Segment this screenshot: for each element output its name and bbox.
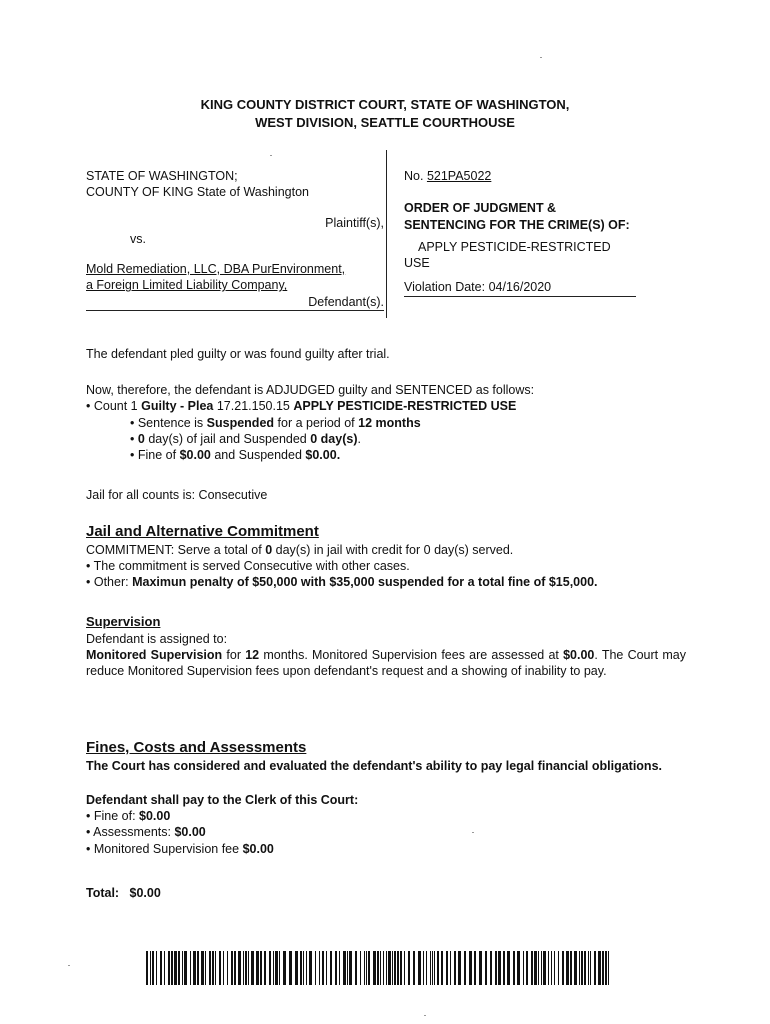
jail-all-counts: Jail for all counts is: Consecutive <box>86 488 268 502</box>
barcode-bar <box>377 951 379 985</box>
barcode-bar <box>584 951 586 985</box>
barcode-bar <box>590 951 591 985</box>
barcode-bar <box>469 951 472 985</box>
order-title-line-2: SENTENCING FOR THE CRIME(S) OF: <box>404 217 630 232</box>
adjudged-statement: Now, therefore, the defendant is ADJUDGED guilty and SENTENCED as follows: <box>86 383 535 397</box>
jail-commitment-section <box>86 522 686 590</box>
supervision-title: Supervision <box>86 614 161 629</box>
total-label: Total: <box>86 885 120 900</box>
plaintiff-name-line-1: STATE OF WASHINGTON; <box>86 169 238 183</box>
count-plea: Guilty - Plea <box>141 399 214 414</box>
jail-text: day(s) of jail and Suspended <box>148 431 307 446</box>
barcode-bar <box>251 951 254 985</box>
assessments-value: $0.00 <box>174 825 206 840</box>
supervision-months-text: months. Monitored Supervision fees are assessed at <box>263 648 559 663</box>
assessments-label: • Assessments: <box>86 825 171 840</box>
barcode-bar <box>397 951 399 985</box>
fines-title: Fines, Costs and Assessments <box>86 739 307 756</box>
supervision-reduce-text: . The Court may reduce Monitored Supervision fees upon defendant's request and a showing of inability to pay. <box>86 648 686 679</box>
barcode-bar <box>322 951 324 985</box>
barcode-bar <box>413 951 415 985</box>
supervision-section <box>86 614 686 680</box>
defendant-name-line-2: a Foreign Limited Liability Company, <box>86 278 288 293</box>
scan-speck <box>424 1015 426 1016</box>
barcode-bar <box>150 951 151 985</box>
barcode-bar <box>343 951 346 985</box>
barcode-bar <box>349 951 352 985</box>
barcode-bar <box>245 951 247 985</box>
barcode-bar <box>423 951 424 985</box>
barcode-bar <box>517 951 520 985</box>
barcode-bar <box>178 951 180 985</box>
barcode-bar <box>309 951 312 985</box>
barcode-bar <box>146 951 148 985</box>
case-info-block <box>404 168 694 297</box>
barcode-bar <box>227 951 228 985</box>
commitment-credit: 0 <box>423 542 431 557</box>
barcode-bar <box>554 951 555 985</box>
barcode-bar <box>598 951 601 985</box>
barcode-bar <box>205 951 206 985</box>
scan-speck <box>540 57 542 58</box>
barcode-bar <box>458 951 461 985</box>
barcode-bar <box>538 951 539 985</box>
crime-line-1: APPLY PESTICIDE-RESTRICTED <box>418 239 611 254</box>
case-number-prefix: No. <box>404 169 424 183</box>
court-header <box>0 96 770 132</box>
barcode-bar <box>335 951 337 985</box>
barcode-bar <box>360 951 361 985</box>
plaintiff-label: Plaintiff(s), <box>325 215 384 230</box>
barcode-bar <box>248 951 249 985</box>
fine-suspended: $0.00 <box>305 448 337 462</box>
count-prefix: • Count 1 <box>86 399 138 414</box>
barcode-bar <box>373 951 376 985</box>
barcode-bar <box>201 951 204 985</box>
barcode-bar <box>193 951 196 985</box>
barcode-bar <box>531 951 533 985</box>
barcode-bar <box>392 951 393 985</box>
barcode-bar <box>394 951 396 985</box>
barcode-bar <box>184 951 187 985</box>
barcode-bar <box>243 951 244 985</box>
barcode-bar <box>273 951 274 985</box>
case-number-line <box>404 168 694 184</box>
fines-section <box>86 738 686 901</box>
jail-days: 0 <box>137 431 145 446</box>
barcode-bar <box>602 951 604 985</box>
barcode-bar <box>566 951 569 985</box>
barcode-bar <box>430 951 431 985</box>
commitment-mid: day(s) in jail with credit for <box>275 542 421 557</box>
commitment-suffix: day(s) served. <box>434 542 514 557</box>
barcode-bar <box>238 951 241 985</box>
commitment-line <box>86 542 686 558</box>
barcode-bar <box>608 951 609 985</box>
defendant-label: Defendant(s). <box>86 294 384 311</box>
barcode-bar <box>264 951 266 985</box>
barcode-bar <box>190 951 191 985</box>
barcode-bar <box>368 951 370 985</box>
barcode-bar <box>234 951 236 985</box>
court-header-line-1: KING COUNTY DISTRICT COURT, STATE OF WASHINGTON, <box>200 97 570 112</box>
barcode-bar <box>541 951 542 985</box>
sentencing-block <box>86 382 686 463</box>
barcode-bar <box>283 951 286 985</box>
barcode-bar <box>551 951 552 985</box>
assessments-line <box>86 824 686 840</box>
barcode-bar <box>295 951 298 985</box>
monitored-fee-value: $0.00 <box>242 841 274 856</box>
supervision-details <box>86 647 686 680</box>
barcode-bar <box>300 951 302 985</box>
barcode-bar <box>256 951 259 985</box>
fine-mid: and Suspended <box>214 448 302 462</box>
barcode-bar <box>479 951 482 985</box>
barcode-bar <box>260 951 262 985</box>
barcode-bar <box>450 951 451 985</box>
total-value: $0.00 <box>129 885 161 900</box>
barcode-bar <box>355 951 357 985</box>
barcode-bar <box>330 951 332 985</box>
count-line <box>86 398 686 414</box>
barcode-bar <box>231 951 233 985</box>
court-header-line-2: WEST DIVISION, SEATTLE COURTHOUSE <box>255 115 515 130</box>
barcode-bar <box>215 951 216 985</box>
barcode-bar <box>388 951 391 985</box>
barcode-bar <box>164 951 165 985</box>
barcode-bar <box>306 951 307 985</box>
caption-divider <box>386 150 387 318</box>
barcode-bar <box>574 951 577 985</box>
barcode-bar <box>269 951 271 985</box>
barcode-bar <box>513 951 515 985</box>
barcode-bar <box>347 951 348 985</box>
violation-date-label: Violation Date: <box>404 280 486 295</box>
barcode-bar <box>219 951 221 985</box>
barcode-bar <box>408 951 410 985</box>
plaintiff-name-line-2: COUNTY OF KING State of Washington <box>86 185 309 200</box>
barcode-bar <box>558 951 559 985</box>
barcode-bar <box>594 951 596 985</box>
supervision-type: Monitored Supervision <box>86 648 223 663</box>
barcode-bar <box>418 951 421 985</box>
sentence-period: 12 months <box>358 415 421 430</box>
barcode-bar <box>156 951 157 985</box>
barcode-bar <box>400 951 402 985</box>
barcode-bar <box>319 951 320 985</box>
commitment-prefix: COMMITMENT: Serve a total of <box>86 542 262 557</box>
barcode-bar <box>503 951 505 985</box>
barcode-bar <box>605 951 607 985</box>
barcode-bar <box>339 951 340 985</box>
barcode-bar <box>209 951 211 985</box>
barcode-bar <box>315 951 316 985</box>
barcode-bar <box>160 951 162 985</box>
barcode-bar <box>474 951 476 985</box>
jail-days-line: • 0 day(s) of jail and Suspended 0 day(s). <box>130 431 361 446</box>
document-barcode <box>146 951 614 985</box>
barcode-bar <box>543 951 546 985</box>
barcode-bar <box>490 951 492 985</box>
versus-label: vs. <box>130 231 146 246</box>
violation-date-line <box>404 279 636 296</box>
barcode-bar <box>223 951 224 985</box>
supervision-assigned: Defendant is assigned to: <box>86 631 228 646</box>
barcode-bar <box>197 951 199 985</box>
barcode-bar <box>404 951 405 985</box>
crime-line-2: USE <box>404 256 430 270</box>
barcode-bar <box>168 951 170 985</box>
barcode-bar <box>279 951 280 985</box>
barcode-bar <box>446 951 448 985</box>
pay-to-clerk: Defendant shall pay to the Clerk of this Court: <box>86 792 359 807</box>
supervision-for: for <box>226 648 241 663</box>
commitment-days: 0 <box>265 542 273 557</box>
barcode-bar <box>364 951 365 985</box>
barcode-bar <box>495 951 497 985</box>
plea-statement: The defendant pled guilty or was found guilty after trial. <box>86 347 390 361</box>
barcode-bar <box>432 951 433 985</box>
barcode-bar <box>383 951 384 985</box>
case-caption <box>86 150 686 320</box>
count-crime: APPLY PESTICIDE-RESTRICTED USE <box>293 399 517 414</box>
barcode-bar <box>581 951 583 985</box>
barcode-bar <box>426 951 427 985</box>
fine-line: • Fine of $0.00 and Suspended $0.00. <box>130 448 341 462</box>
barcode-bar <box>152 951 154 985</box>
count-statute: 17.21.150.15 <box>216 399 290 414</box>
barcode-bar <box>526 951 528 985</box>
fine-of-line <box>86 808 686 824</box>
barcode-bar <box>548 951 549 985</box>
sentence-status: Suspended <box>206 415 275 430</box>
barcode-bar <box>464 951 466 985</box>
barcode-bar <box>386 951 387 985</box>
barcode-bar <box>182 951 183 985</box>
barcode-bar <box>380 951 381 985</box>
fine-of-label: • Fine of: <box>86 809 136 823</box>
fine-prefix: • Fine of <box>130 448 177 462</box>
case-number: 521PA5022 <box>426 169 492 183</box>
barcode-bar <box>507 951 510 985</box>
barcode-bar <box>579 951 580 985</box>
supervision-period: 12 <box>245 648 260 663</box>
parties-block <box>86 168 384 311</box>
consecutive-line: • The commitment is served Consecutive with other cases. <box>86 558 410 573</box>
scan-speck <box>270 155 272 156</box>
jail-suspended: 0 day(s) <box>310 431 358 446</box>
barcode-bar <box>366 951 367 985</box>
barcode-bar <box>437 951 439 985</box>
barcode-bar <box>534 951 537 985</box>
barcode-bar <box>441 951 443 985</box>
barcode-bar <box>562 951 564 985</box>
scan-speck <box>472 832 474 833</box>
scan-speck <box>68 965 70 966</box>
monitored-fee-label: • Monitored Supervision fee <box>86 841 240 856</box>
barcode-bar <box>498 951 501 985</box>
fines-considered: The Court has considered and evaluated the defendant's ability to pay legal financial obligations. <box>86 758 662 773</box>
barcode-bar <box>326 951 327 985</box>
other-prefix: • Other: <box>86 575 129 589</box>
order-title-line-1: ORDER OF JUDGMENT & <box>404 201 557 216</box>
barcode-bar <box>523 951 524 985</box>
fine-of-value: $0.00 <box>139 809 171 823</box>
jail-bullet: • <box>130 431 135 446</box>
other-line <box>86 574 686 590</box>
barcode-bar <box>275 951 278 985</box>
total-line <box>86 885 686 901</box>
defendant-name-line-1: Mold Remediation, LLC, DBA PurEnvironment, <box>86 262 346 276</box>
fine-amount: $0.00 <box>179 448 211 462</box>
jail-section-title: Jail and Alternative Commitment <box>86 523 319 540</box>
violation-date: 04/16/2020 <box>488 280 552 295</box>
barcode-bar <box>454 951 456 985</box>
barcode-bar <box>174 951 177 985</box>
barcode-bar <box>212 951 214 985</box>
other-text: Maximun penalty of $50,000 with $35,000 suspended for a total fine of $15,000. <box>132 575 598 589</box>
barcode-bar <box>570 951 572 985</box>
barcode-bar <box>289 951 292 985</box>
barcode-bar <box>485 951 487 985</box>
sentence-prefix: • Sentence is <box>130 415 204 430</box>
sentence-line <box>86 415 686 431</box>
sentence-mid: for a period of <box>277 415 355 430</box>
barcode-bar <box>303 951 304 985</box>
barcode-bar <box>434 951 435 985</box>
barcode-bar <box>171 951 173 985</box>
monitored-fee-line <box>86 841 686 857</box>
barcode-bar <box>588 951 589 985</box>
supervision-fee: $0.00 <box>563 648 595 663</box>
